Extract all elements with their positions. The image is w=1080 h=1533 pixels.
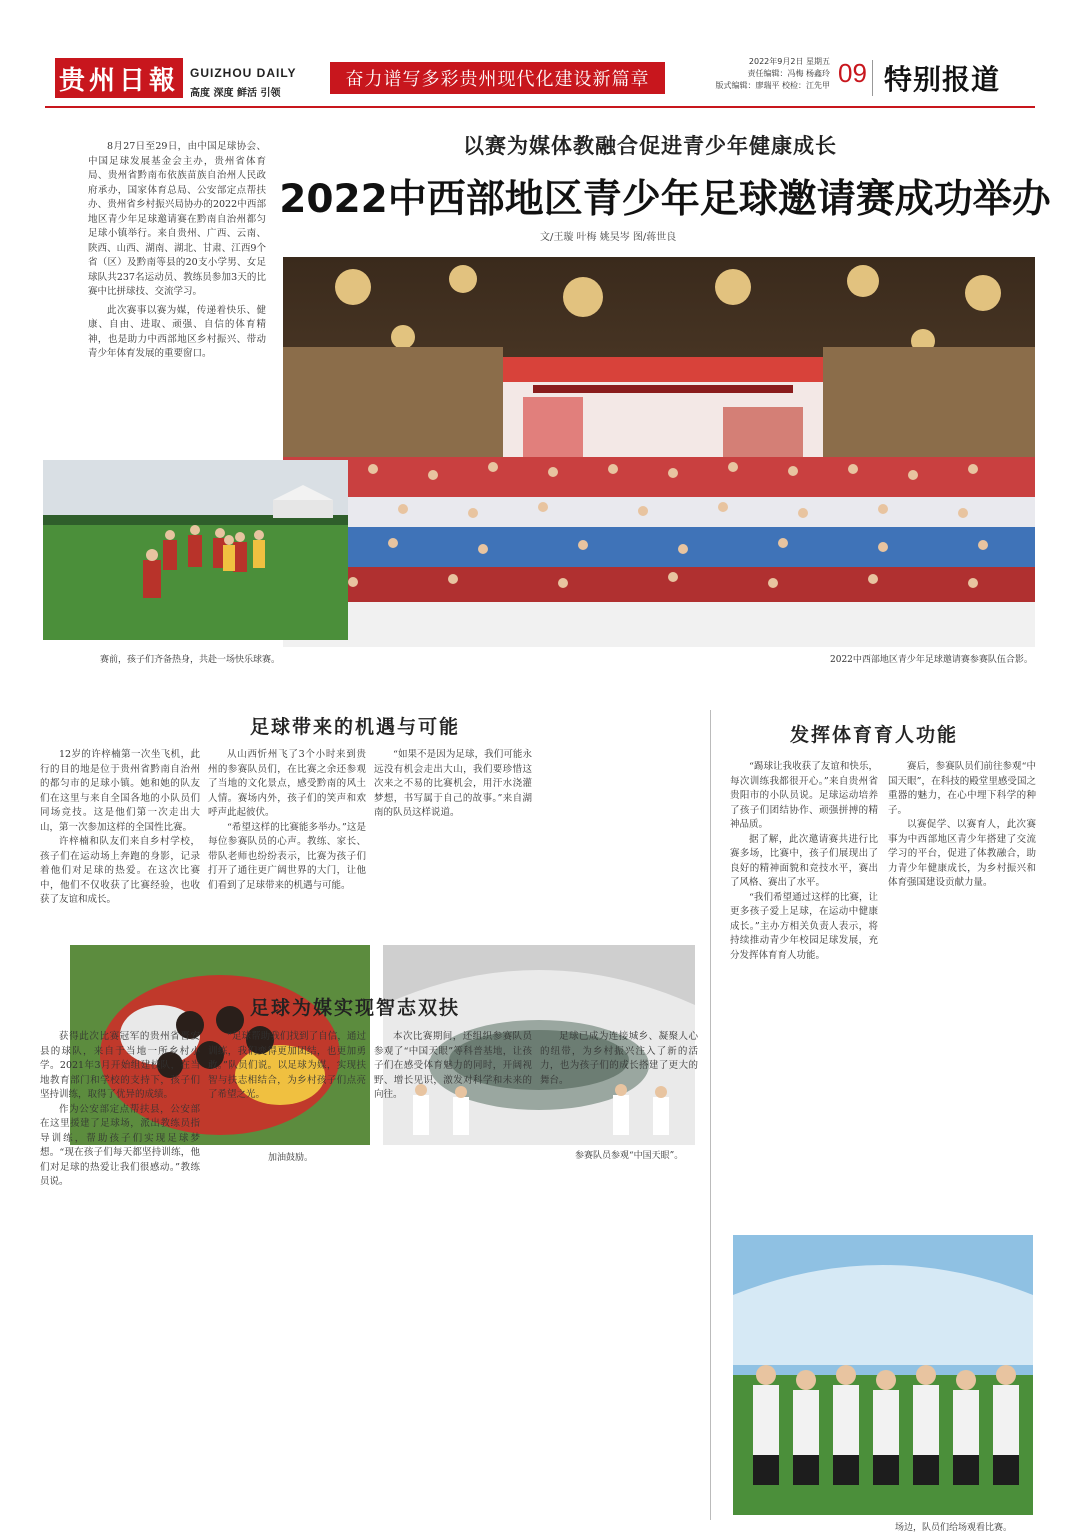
warmup-photo: [43, 460, 348, 640]
photo-caption: 加油鼓励。: [268, 1153, 314, 1163]
paragraph: 作为公安部定点帮扶县，公安部在这里援建了足球场，派出教练员指导训练，帮助孩子们实现足球梦想。“现在孩子们每天都坚持训练，他们对足球的热爱让我们很感动。”教练员说。: [40, 1103, 200, 1187]
photo-caption: 2022中西部地区青少年足球邀请赛参赛队伍合影。: [830, 655, 1033, 665]
section-name: 特别报道: [884, 63, 1001, 96]
article-subtitle: 以赛为媒体教融合促进青少年健康成长: [463, 133, 837, 158]
paragraph: 赛后，参赛队员们前往参观“中国天眼”，在科技的殿堂里感受国之重器的魅力，在心中埋下科学的种子。: [888, 761, 1036, 816]
paragraph: “踢球让我收获了友谊和快乐，每次训练我都很开心。”来自贵州省贵阳市的小队员说。足球运动培养了孩子们团结协作、顽强拼搏的精神品质。: [730, 761, 878, 830]
paper-motto: 高度 深度 鲜活 引领: [190, 88, 281, 99]
paragraph: “足球帮助我们找到了自信，通过训练，我们变得更加团结，也更加勇敢。”队员们说。以足球为媒，实现扶智与扶志相结合，为乡村孩子们点亮了希望之光。: [208, 1031, 366, 1100]
paragraph: 足球已成为连接城乡、凝聚人心的纽带，为乡村振兴注入了新的活力，也为孩子们的成长搭建了更大的舞台。: [540, 1031, 698, 1086]
article-column: [374, 1030, 532, 1103]
section-title: 发挥体育育人功能: [790, 724, 959, 746]
meta-line: 2022年9月2日 星期五: [748, 57, 830, 66]
article-column: [888, 760, 1036, 891]
meta-line: 版式编辑：廖瑞平 校检：江先甲: [715, 81, 830, 90]
article-column: [40, 1030, 200, 1190]
paragraph: “我们希望通过这样的比赛，让更多孩子爱上足球，在运动中健康成长。”主办方相关负责人表示，将持续推动青少年校园足球发展，充分发挥体育育人功能。: [730, 891, 878, 961]
newspaper-logo: 贵州日報: [55, 58, 183, 98]
group-photo: [283, 257, 1035, 647]
paragraph: 本次比赛期间，还组织参赛队员参观了“中国天眼”等科普基地，让孩子们在感受体育魅力的同时，开阔视野、增长见识，激发对科学和未来的向往。: [374, 1031, 532, 1100]
column-divider: [710, 710, 711, 1520]
article-column: [540, 1030, 698, 1088]
article-column: [374, 748, 532, 821]
paper-english-name: GUIZHOU DAILY: [190, 66, 297, 80]
article-column: [208, 748, 366, 893]
paragraph: 获得此次比赛冠军的贵州省晋安县的球队，来自于当地一所乡村小学。2021年3月开始组建校队，在当地教育部门和学校的支持下，孩子们坚持训练，取得了优异的成绩。: [40, 1031, 200, 1100]
paragraph: “如果不是因为足球，我们可能永远没有机会走出大山，我们要珍惜这次来之不易的比赛机会，用汗水浇灌梦想，书写属于自己的故事。”来自湖南的队员这样说道。: [374, 749, 532, 818]
sideline-photo: [733, 1235, 1033, 1515]
meta-line: 责任编辑：冯梅 杨鑫玲: [747, 69, 830, 78]
header-banner: 奋力谱写多彩贵州现代化建设新篇章: [330, 62, 665, 94]
edition-meta: [698, 56, 830, 92]
paragraph: 从山西忻州飞了3个小时来到贵州的参赛队员们，在比赛之余还参观了当地的文化景点，感受黔南的风土人情。赛场内外，孩子们的笑声和欢呼声此起彼伏。: [208, 749, 366, 818]
article-column: [208, 1030, 366, 1103]
page-number: 09: [838, 58, 867, 88]
photo-caption: 场边，队员们给场观看比赛。: [895, 1523, 1013, 1533]
article-headline: 2022中西部地区青少年足球邀请赛成功举办: [279, 177, 1051, 222]
divider: [872, 60, 873, 96]
byline: 文/王璇 叶梅 姚昊岑 图/蒋世良: [540, 232, 677, 243]
section-title: 足球为媒实现智志双扶: [250, 997, 461, 1019]
paragraph: “希望这样的比赛能多举办。”这是每位参赛队员的心声。教练、家长、带队老师也纷纷表示，比赛为孩子们打开了通往更广阔世界的大门，让他们看到了足球带来的机遇与可能。: [208, 821, 366, 891]
photo-caption: 参赛队员参观“中国天眼”。: [575, 1151, 684, 1161]
paragraph: 以赛促学、以赛育人，此次赛事为中西部地区青少年搭建了交流学习的平台，促进了体教融合，助力青少年健康成长，为乡村振兴和体育强国建设贡献力量。: [888, 819, 1036, 888]
header-rule: [45, 106, 1035, 108]
photo-caption: 赛前，孩子们齐备热身，共赴一场快乐球赛。: [100, 655, 281, 665]
paragraph: 据了解，此次邀请赛共进行比赛多场，比赛中，孩子们展现出了良好的精神面貌和竞技水平，赛出了风格、赛出了水平。: [730, 833, 878, 888]
lead-text: [88, 140, 266, 366]
article-column: [40, 748, 200, 908]
lead-paragraph: 此次赛事以赛为媒，传递着快乐、健康、自由、进取、顽强、自信的体育精神，也是助力中西部地区乡村振兴、带动青少年体育发展的重要窗口。: [88, 304, 266, 359]
lead-paragraph: 8月27日至29日，由中国足球协会、中国足球发展基金会主办，贵州省体育局、贵州省黔南布依族苗族自治州人民政府承办，国家体育总局、公安部定点帮扶办、贵州省乡村振兴局协办的2022中西部地区青少年足球邀请赛在黔南自治州都匀足球小镇举行。来自贵州、广西、云南、陕西、山西、湖南、湖北、甘肃、江西9个省（区）及黔南等县的20支小学男、女足球队共237名运动员、教练员参加3天的比赛中比拼球技、交流学习。: [88, 141, 266, 297]
paragraph: 12岁的许梓楠第一次坐飞机，此行的目的地是位于贵州省黔南自治州的都匀市的足球小镇。她和她的队友们在这里与来自全国各地的小队员们同场竞技。这是他们第一次走出大山，第一次参加这样的全国性比赛。: [40, 749, 200, 833]
article-column: [730, 760, 878, 963]
paragraph: 许梓楠和队友们来自乡村学校，孩子们在运动场上奔跑的身影，记录着他们对足球的热爱。在这次比赛中，他们不仅收获了比赛经验，也收获了友谊和成长。: [40, 836, 200, 905]
section-title: 足球带来的机遇与可能: [250, 716, 461, 738]
